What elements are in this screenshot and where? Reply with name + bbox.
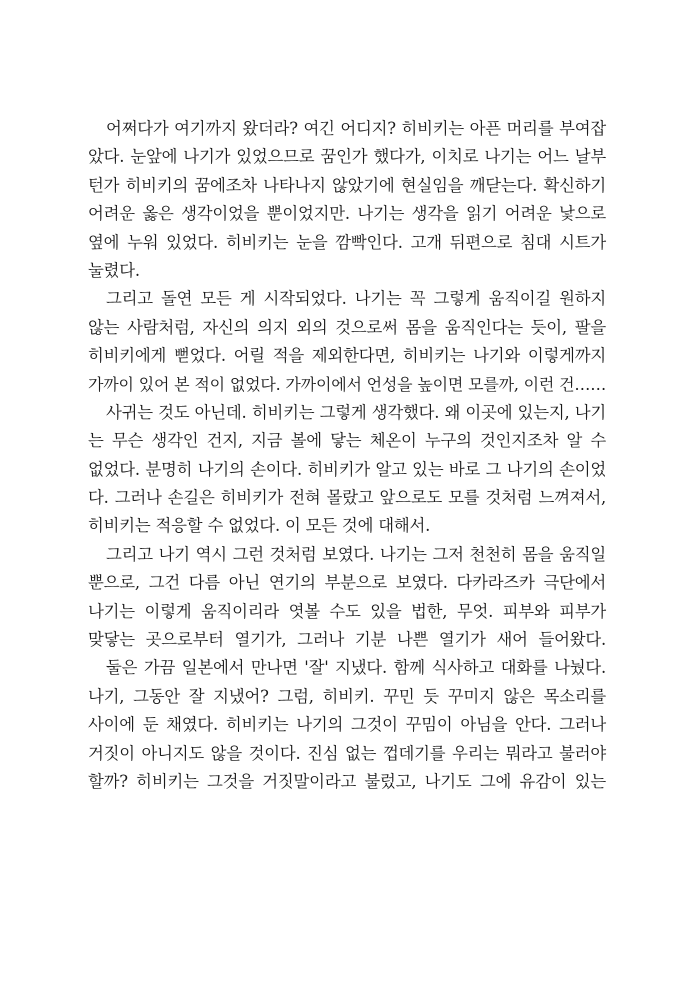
text-line: 히비키는 적응할 수 없었다. 이 모든 것에 대해서.: [88, 516, 431, 536]
text-line: 옆에 누워 있었다. 히비키는 눈을 깜빡인다. 고개 뒤편으로 침대 시트가: [88, 232, 606, 252]
text-line: 할까? 히비키는 그것을 거짓말이라고 불렀고, 나기도 그에 유감이 있는: [88, 771, 606, 791]
text-line: 사귀는 것도 아닌데. 히비키는 그렇게 생각했다. 왜 이곳에 있는지, 나기: [106, 402, 606, 422]
text-line: 나기는 이렇게 움직이리라 엿볼 수도 있을 법한, 무엇. 피부와 피부가: [88, 601, 606, 621]
text-line: 눌렸다.: [88, 260, 140, 280]
text-line: 다. 그러나 손길은 히비키가 전혀 몰랐고 앞으로도 모를 것처럼 느껴져서,: [88, 488, 606, 508]
text-line: 았다. 눈앞에 나기가 있었으므로 꿈인가 했다가, 이치로 나기는 어느 날부: [88, 147, 606, 167]
text-line: 그리고 나기 역시 그런 것처럼 보였다. 나기는 그저 천천히 몸을 움직일: [106, 544, 606, 564]
text-line: 그리고 돌연 모든 게 시작되었다. 나기는 꼭 그렇게 움직이길 원하지: [106, 289, 606, 309]
text-line: 맞닿는 곳으로부터 열기가, 그러나 기분 나쁜 열기가 새어 들어왔다.: [88, 630, 606, 650]
text-line: 턴가 히비키의 꿈에조차 나타나지 않았기에 현실임을 깨닫는다. 확신하기: [88, 175, 606, 195]
text-line: 는 무슨 생각인 건지, 지금 볼에 닿는 체온이 누구의 것인지조차 알 수: [88, 431, 606, 451]
text-line: 뿐으로, 그건 다름 아닌 연기의 부분으로 보였다. 다카라즈카 극단에서: [88, 573, 606, 593]
text-line: 둘은 가끔 일본에서 만나면 '잘' 지냈다. 함께 식사하고 대화를 나눴다.: [106, 658, 606, 678]
body-text: [88, 115, 606, 796]
text-line: 사이에 둔 채였다. 히비키는 나기의 그것이 꾸밈이 아님을 안다. 그러나: [88, 715, 606, 735]
text-line: 어려운 옳은 생각이었을 뿐이었지만. 나기는 생각을 읽기 어려운 낯으로: [88, 204, 606, 224]
text-line: 어쩌다가 여기까지 왔더라? 여긴 어디지? 히비키는 아픈 머리를 부여잡: [106, 119, 606, 138]
text-line: 히비키에게 뻗었다. 어릴 적을 제외한다면, 히비키는 나기와 이렇게까지: [88, 346, 606, 366]
text-line: 않는 사람처럼, 자신의 의지 외의 것으로써 몸을 움직인다는 듯이, 팔을: [88, 317, 606, 337]
text-line: 거짓이 아니지도 않을 것이다. 진심 없는 껍데기를 우리는 뭐라고 불러야: [88, 743, 606, 763]
text-line: 나기, 그동안 잘 지냈어? 그럼, 히비키. 꾸민 듯 꾸미지 않은 목소리를: [88, 686, 606, 706]
text-line: 가까이 있어 본 적이 없었다. 가까이에서 언성을 높이면 모를까, 이런 건……: [88, 374, 606, 394]
text-line: 없었다. 분명히 나기의 손이다. 히비키가 알고 있는 바로 그 나기의 손이었: [88, 459, 606, 479]
